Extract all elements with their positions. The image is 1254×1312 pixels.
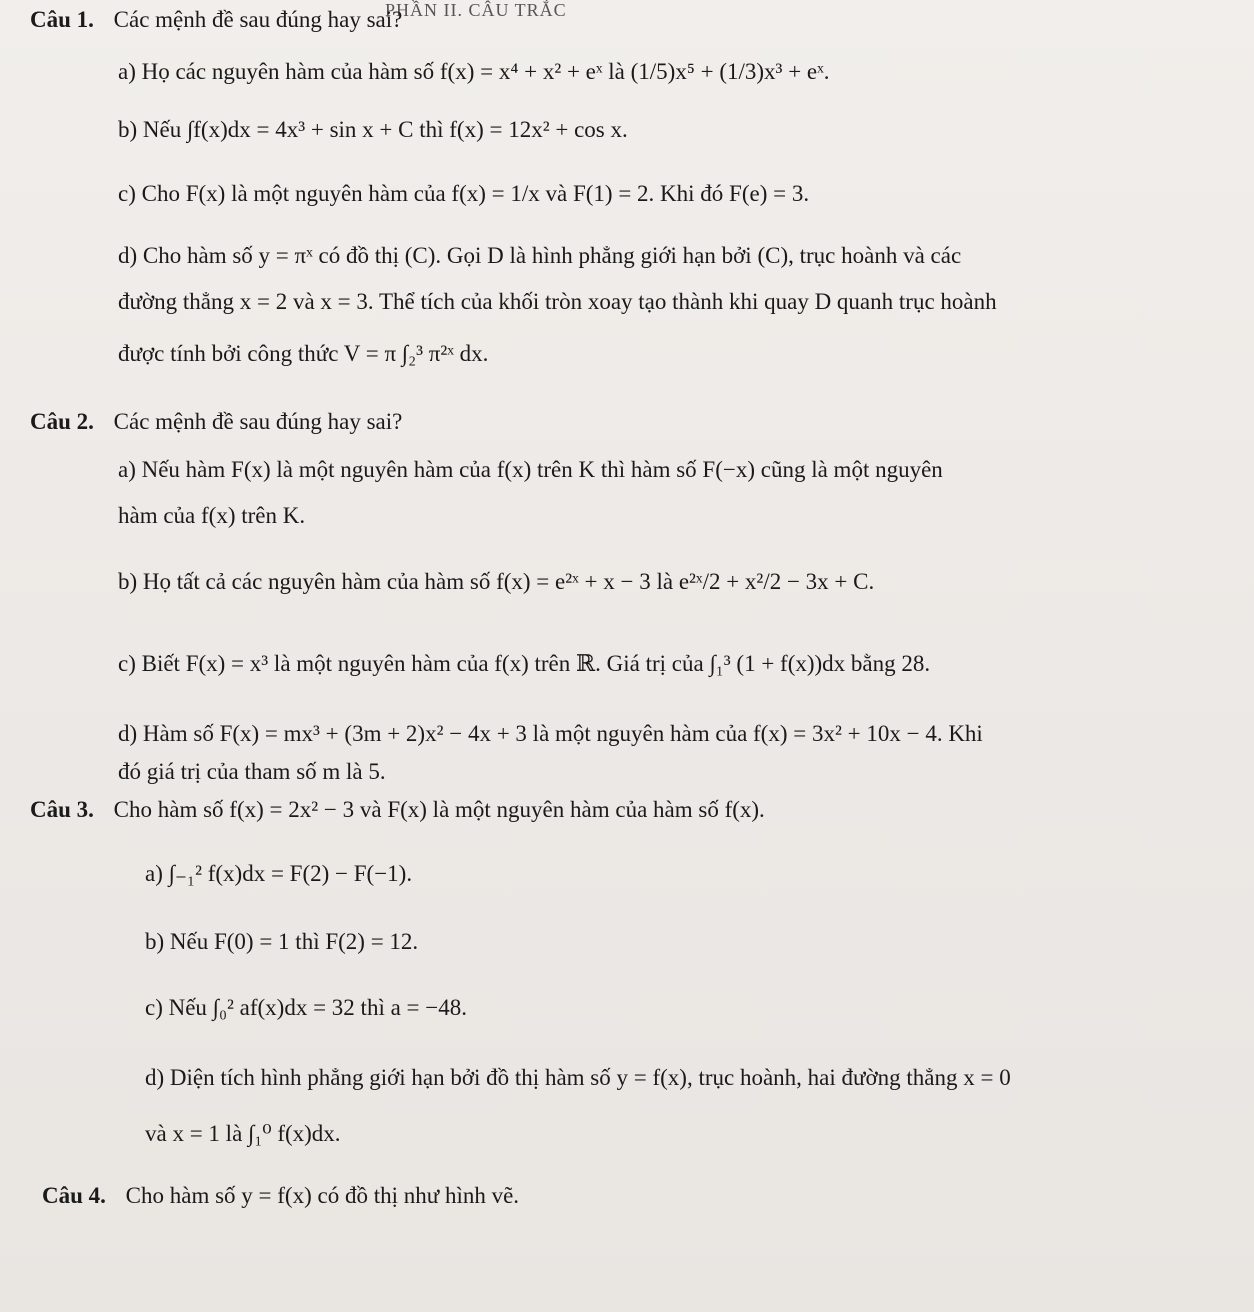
q1-item-a: a) Họ các nguyên hàm của hàm số f(x) = x⁴ + x² + eˣ là (1/5)x⁵ + (1/3)x³ + eˣ. <box>118 59 830 84</box>
question-1-label: Câu 1. <box>30 7 94 32</box>
question-3-stem <box>30 798 765 821</box>
question-1-stem <box>30 8 402 31</box>
q3-item-b: b) Nếu F(0) = 1 thì F(2) = 12. <box>145 929 419 954</box>
question-4-stem <box>42 1184 519 1207</box>
question-2-stem <box>30 410 402 433</box>
question-4-label: Câu 4. <box>42 1183 106 1208</box>
q2-item-d: d) Hàm số F(x) = mx³ + (3m + 2)x² − 4x + 3 là một nguyên hàm của f(x) = 3x² + 10x − 4. Khi <box>118 721 983 746</box>
q2-item-a-cont: hàm của f(x) trên K. <box>118 503 306 528</box>
q3-item-a: a) ∫₋₁² f(x)dx = F(2) − F(−1). <box>145 861 413 886</box>
question-2-label: Câu 2. <box>30 409 94 434</box>
q3-item-d-cont: và x = 1 là ∫₁⁰ f(x)dx. <box>145 1121 341 1146</box>
question-4-text: Cho hàm số y = f(x) có đồ thị như hình vẽ. <box>125 1183 520 1208</box>
q3-item-d: d) Diện tích hình phẳng giới hạn bởi đồ thị hàm số y = f(x), trục hoành, hai đường thẳng x = 0 <box>145 1065 1011 1090</box>
q2-item-a: a) Nếu hàm F(x) là một nguyên hàm của f(x) trên K thì hàm số F(−x) cũng là một nguyên <box>118 457 943 482</box>
q2-item-d-cont: đó giá trị của tham số m là 5. <box>118 759 386 784</box>
question-3-label: Câu 3. <box>30 797 94 822</box>
page-header: PHẦN II. CÂU TRẮC <box>385 0 567 20</box>
question-3-text: Cho hàm số f(x) = 2x² − 3 và F(x) là một nguyên hàm của hàm số f(x). <box>113 797 765 822</box>
q1-item-d-cont-2: được tính bởi công thức V = π ∫₂³ π²ˣ dx. <box>118 341 489 366</box>
q1-item-d: d) Cho hàm số y = πˣ có đồ thị (C). Gọi D là hình phẳng giới hạn bởi (C), trục hoành và các <box>118 243 962 268</box>
q3-item-c: c) Nếu ∫₀² af(x)dx = 32 thì a = −48. <box>145 995 467 1020</box>
question-2-text: Các mệnh đề sau đúng hay sai? <box>113 409 403 434</box>
q1-item-d-cont-1: đường thẳng x = 2 và x = 3. Thể tích của khối tròn xoay tạo thành khi quay D quanh trục hoành <box>118 289 997 314</box>
q2-item-b: b) Họ tất cả các nguyên hàm của hàm số f(x) = e²ˣ + x − 3 là e²ˣ/2 + x²/2 − 3x + C. <box>118 569 875 594</box>
q1-item-b: b) Nếu ∫f(x)dx = 4x³ + sin x + C thì f(x) = 12x² + cos x. <box>118 117 628 142</box>
question-1-text: Các mệnh đề sau đúng hay sai? <box>113 7 403 32</box>
q1-item-c: c) Cho F(x) là một nguyên hàm của f(x) = 1/x và F(1) = 2. Khi đó F(e) = 3. <box>118 181 810 206</box>
q2-item-c: c) Biết F(x) = x³ là một nguyên hàm của f(x) trên ℝ. Giá trị của ∫₁³ (1 + f(x))dx bằng 28. <box>118 651 931 676</box>
